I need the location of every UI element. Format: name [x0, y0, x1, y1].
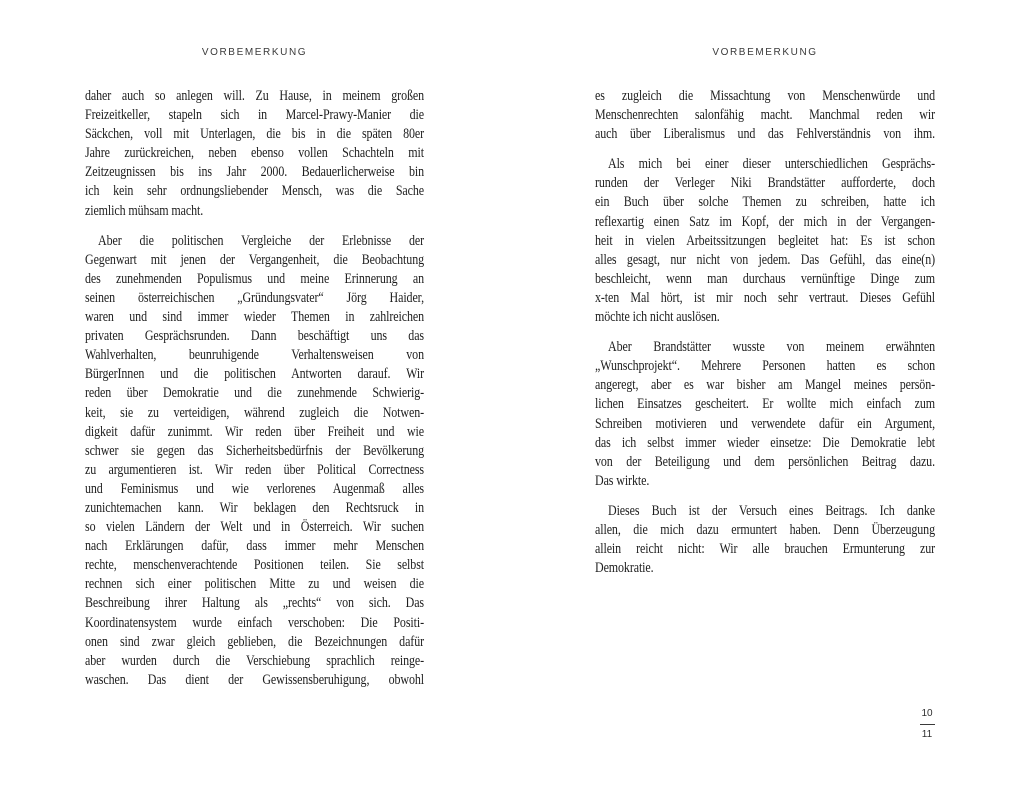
text-line: digkeit dafür zunimmt. Wir reden über Freiheit und wie: [85, 421, 424, 440]
text-line: x-ten Mal hört, ist mir noch sehr vertraut. Dieses Gefühl: [595, 288, 935, 306]
text-line: aber wurden durch die Verschiebung sprachlich reinge-: [85, 650, 424, 669]
text-line: von der Beteiligung und dem persönlichen Beitrag dazu.: [595, 451, 935, 470]
text-line: allen, die mich dazu ermuntert haben. Denn Überzeugung: [595, 520, 935, 538]
text-line: seinen österreichischen „Gründungsvater“ Jörg Haider,: [85, 288, 424, 306]
left-page: [85, 0, 424, 798]
text-line: auch über Liberalismus und das Fehlverständnis von ihm.: [595, 124, 935, 142]
text-line: zu argumentieren ist. Wir reden über Political Correctness: [85, 459, 424, 478]
page-number-rule: [920, 724, 935, 725]
text-line: und Feminismus und wie verlorenes Augenmaß alles: [85, 479, 424, 497]
text-line: Aber die politischen Vergleiche der Erlebnisse der: [98, 230, 424, 249]
right-page: [595, 0, 935, 798]
text-line: rechte, menschenverachtende Positionen teilen. Sie selbst: [85, 555, 424, 573]
text-line: Menschenrechten salonfähig macht. Manchmal reden wir: [595, 105, 935, 123]
text-line: Schreiben motivieren und verwendete dafür ein Argument,: [595, 413, 935, 432]
text-line: rechnen sich einer politischen Mitte zu und weisen die: [85, 574, 424, 592]
text-line: reden über Demokratie und die zunehmende Schwierig-: [85, 383, 424, 401]
text-line: Wahlverhalten, beunruhigende Verhaltensweisen von: [85, 345, 424, 363]
text-line: allein reicht nicht: Wir alle brauchen Ermunterung zur: [595, 539, 935, 557]
text-line: so vielen Ländern der Welt und in Österreich. Wir suchen: [85, 517, 424, 535]
text-line: Aber Brandstätter wusste von meinem erwähnten: [608, 337, 935, 355]
text-line: alles gesagt, nur nicht von jedem. Das Gefühl, das eine(n): [595, 249, 935, 268]
text-line: Demokratie.: [595, 558, 654, 576]
text-line: ein Buch über solche Themen zu schreiben, hatte ich: [595, 192, 935, 211]
text-line: Beschreibung ihrer Haltung als „rechts“ von sich. Das: [85, 593, 424, 611]
text-line: zunichtemachen kann. Wir beklagen den Rechtsruck in: [85, 498, 424, 516]
page-number-block: [912, 707, 942, 741]
text-line: Säckchen, voll mit Unterlagen, die bis in die späten 80er: [85, 124, 424, 142]
text-line: keit, sie zu verteidigen, während zugleich die Notwen-: [85, 402, 424, 421]
left-running-head: VORBEMERKUNG: [201, 47, 308, 58]
text-line: heit in vielen Arbeitssitzungen begleitet hat: Es ist schon: [595, 230, 935, 249]
text-line: Dieses Buch ist der Versuch eines Beitrags. Ich danke: [608, 501, 935, 519]
text-line: daher auch so anlegen will. Zu Hause, in meinem großen: [85, 86, 424, 104]
text-line: Zeitzeugnissen bis ins Jahr 2000. Bedauerlicherweise bin: [85, 162, 424, 180]
text-line: möchte ich nicht auslösen.: [595, 307, 720, 325]
text-line: „Wunschprojekt“. Mehrere Personen hatten es schon: [595, 356, 935, 374]
text-line: Koordinatensystem wurde einfach verschoben: Die Positi-: [85, 612, 424, 631]
text-line: BürgerInnen und die politischen Antworten darauf. Wir: [85, 364, 424, 382]
text-line: Das wirkte.: [595, 470, 650, 489]
text-line: onen sind zwar gleich geblieben, die Bezeichnungen dafür: [85, 631, 424, 650]
paragraph: [595, 337, 935, 490]
text-line: privaten Gesprächsrunden. Dann beschäftigt uns das: [85, 326, 424, 344]
text-line: waschen. Das dient der Gewissensberuhigung, obwohl: [85, 670, 424, 688]
text-line: es zugleich die Missachtung von Menschenwürde und: [595, 86, 935, 104]
text-line: Freizeitkeller, stapeln sich in Marcel-Prawy-Manier die: [85, 105, 424, 123]
text-line: ich kein sehr ordnungsliebender Mensch, was die Sache: [85, 181, 424, 200]
text-line: Gegenwart mit jenen der Vergangenheit, die Beobachtung: [85, 249, 424, 268]
text-line: waren und sind immer wieder Themen in zahlreichen: [85, 307, 424, 325]
paragraph: [595, 86, 935, 143]
text-line: beschleicht, wenn man durchaus vernünftige Dinge zum: [595, 269, 935, 287]
left-page-body: [85, 86, 424, 689]
text-line: lichen Einsatzes gescheitert. Er wollte mich einfach zum: [595, 394, 935, 412]
right-running-head: VORBEMERKUNG: [712, 47, 818, 58]
page-number-bottom: 11: [921, 729, 933, 740]
text-line: Als mich bei einer dieser unterschiedlichen Gesprächs-: [608, 154, 935, 172]
text-line: angeregt, aber es war bisher am Mangel meines persön-: [595, 375, 935, 393]
paragraph: [85, 86, 424, 220]
text-line: nach Erklärungen dafür, dass immer mehr Menschen: [85, 536, 424, 554]
text-line: reflexartig einen Satz im Kopf, der mich in der Vergangen-: [595, 211, 935, 230]
text-line: Jahre zurückreichen, neben ebenso vollen Schachteln mit: [85, 143, 424, 161]
text-line: des zunehmenden Populismus und meine Erinnerung an: [85, 269, 424, 287]
paragraph: [595, 501, 935, 577]
text-line: runden der Verleger Niki Brandstätter aufforderte, doch: [595, 173, 935, 191]
text-line: das ich selbst immer wieder einsetze: Die Demokratie lebt: [595, 432, 935, 451]
right-page-body: [595, 86, 935, 577]
paragraph: [85, 231, 424, 689]
paragraph: [595, 154, 935, 326]
text-line: ziemlich mühsam macht.: [85, 200, 204, 219]
page-number-top: 10: [921, 708, 933, 719]
text-line: schwer sie gegen das Sicherheitsbedürfnis der Bevölkerung: [85, 440, 424, 459]
